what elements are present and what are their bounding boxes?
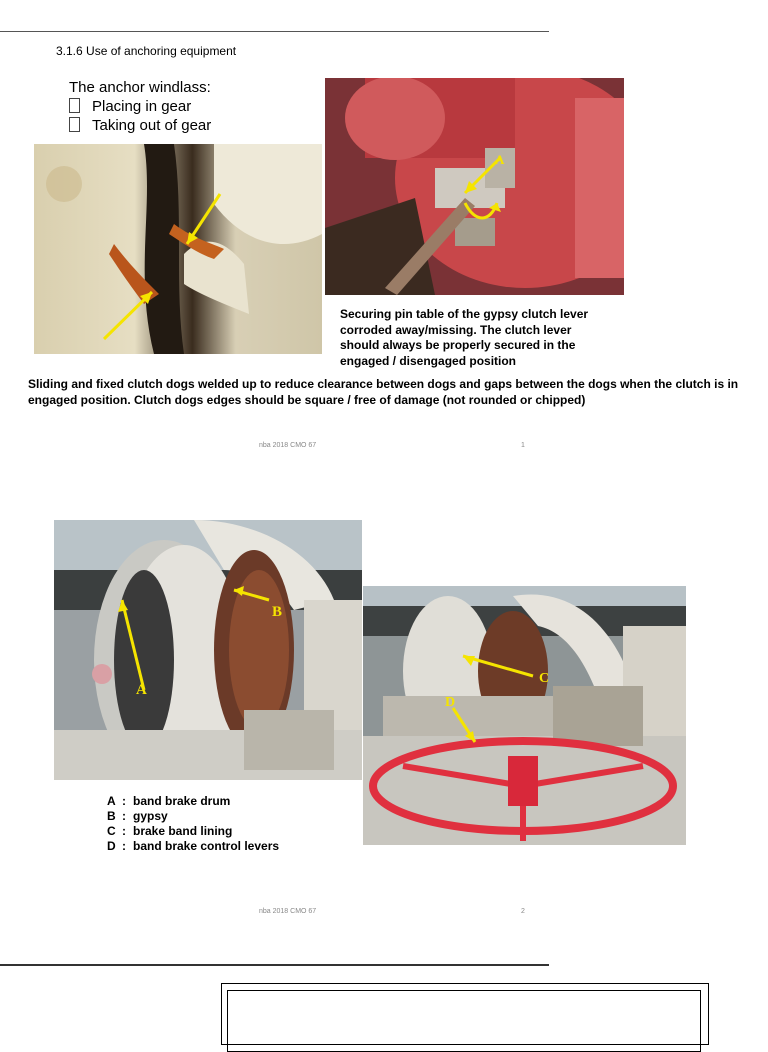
legend-text-b: gypsy xyxy=(133,809,168,823)
photo-clutch-dogs xyxy=(34,144,322,354)
bullet-box-icon xyxy=(69,98,80,113)
legend-row-c: C : brake band lining xyxy=(107,824,233,838)
intro-title: The anchor windlass: xyxy=(69,79,211,96)
legend-row-d: D : band brake control levers xyxy=(107,839,280,853)
legend-text-a: band brake drum xyxy=(133,794,231,808)
bullet-text-2: Taking out of gear xyxy=(92,117,212,134)
legend-row-a: A : band brake drum xyxy=(107,794,231,808)
page3-top-rule xyxy=(0,964,549,966)
section-heading: 3.1.6 Use of anchoring equipment xyxy=(56,44,237,58)
photo-label-a: A xyxy=(495,152,505,167)
photo-brake-control-wheel xyxy=(363,586,686,845)
photo-label-d: D xyxy=(445,695,456,710)
clutch-lever-caption: Securing pin table of the gypsy clutch lever corroded away/missing. The clutch lever should always be properly secured in the engaged / disengaged position xyxy=(340,307,589,368)
brake-legend xyxy=(107,794,279,854)
bullet-box-icon xyxy=(69,117,80,132)
legend-row-b: B : gypsy xyxy=(107,809,168,823)
legend-key-d: D xyxy=(107,839,116,853)
clutch-dogs-caption: Sliding and fixed clutch dogs welded up to reduce clearance between dogs and gaps between the dogs when the clutch is in engaged position. Clutch dogs edges should be square / free of damage (not rounded or chipped) xyxy=(28,377,739,407)
photo-band-brake-drum xyxy=(54,520,362,780)
photo-label-b: B xyxy=(272,604,283,620)
footer-page-number-2: 2 xyxy=(521,908,525,915)
bullet-item-2 xyxy=(69,117,211,134)
bullet-text-1: Placing in gear xyxy=(92,98,192,115)
legend-text-d: band brake control levers xyxy=(133,839,280,853)
legend-key-b: B xyxy=(107,809,116,823)
top-rule xyxy=(0,31,549,32)
photo-label-a2: A xyxy=(136,682,147,698)
legend-text-c: brake band lining xyxy=(133,824,233,838)
footer-source-1: nba 2018 CMO 67 xyxy=(259,442,317,449)
footer-page-number-1: 1 xyxy=(521,442,525,449)
legend-key-a: A xyxy=(107,794,116,808)
footer-source-2: nba 2018 CMO 67 xyxy=(259,908,317,915)
photo-gypsy-clutch-lever xyxy=(325,78,624,295)
page3-inner-frame xyxy=(227,990,701,1052)
photo-label-c: C xyxy=(539,671,550,686)
bullet-item-1 xyxy=(69,98,191,115)
legend-key-c: C xyxy=(107,824,116,838)
